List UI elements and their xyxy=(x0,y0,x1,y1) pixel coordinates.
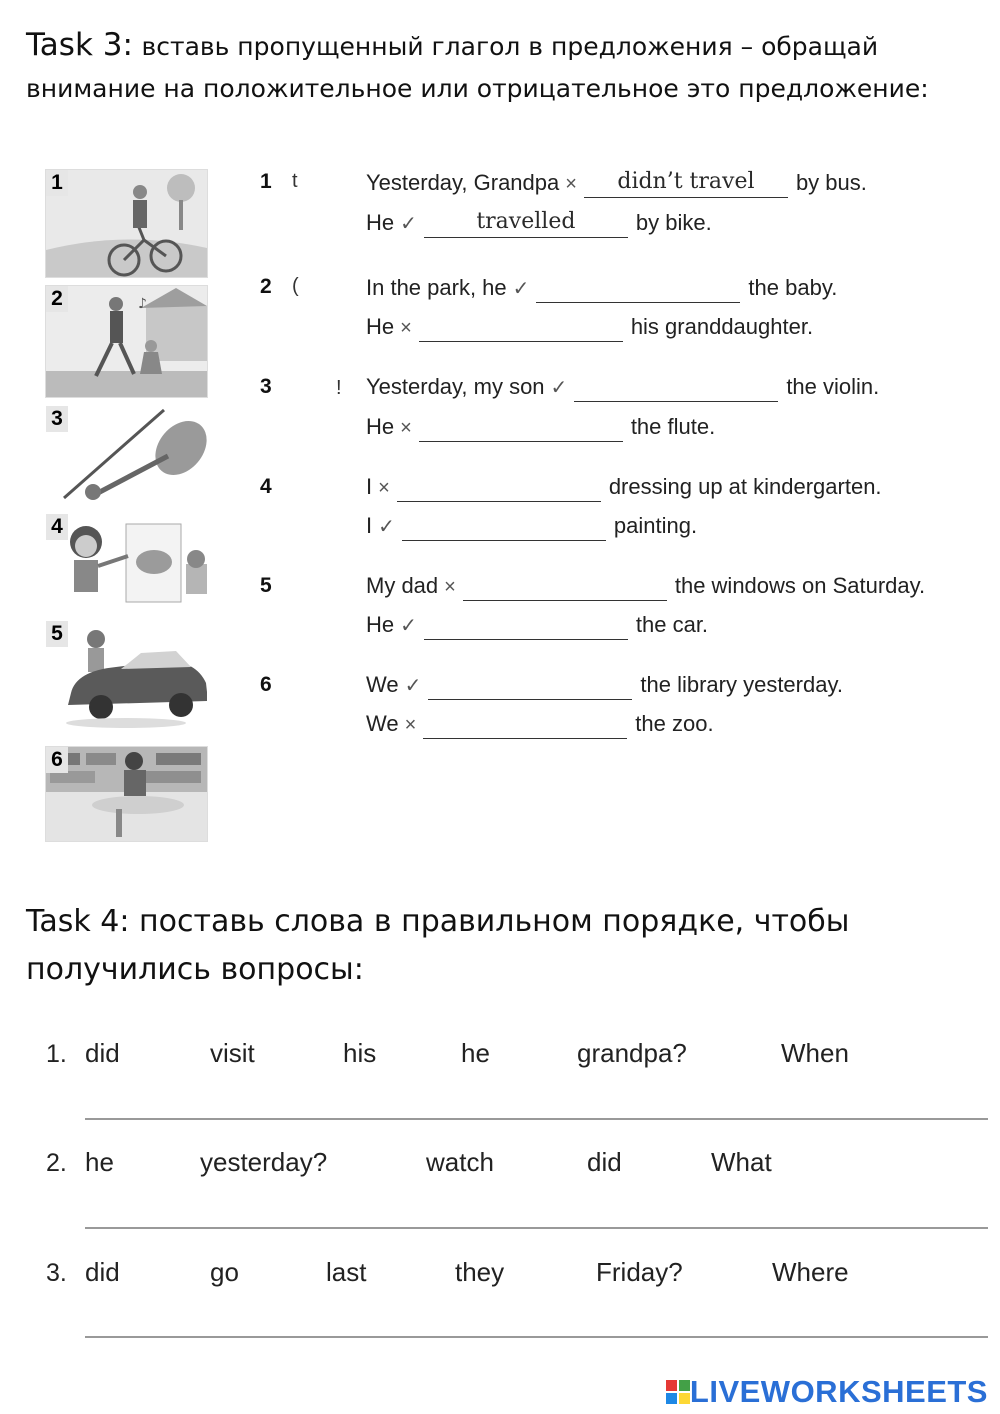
sentence-text: by bike. xyxy=(635,210,712,235)
exercise-3-line-1 xyxy=(366,372,879,402)
sentence-text: He xyxy=(366,210,395,235)
answer-blank[interactable] xyxy=(397,471,601,502)
exercise-number: 6 xyxy=(260,673,272,696)
task-3-instruction-line2: внимание на положительное или отрицательное это предложение: xyxy=(26,74,929,103)
exercise-2-line-1 xyxy=(366,273,837,303)
picture-number: 5 xyxy=(46,621,68,647)
exercise-number: 3 xyxy=(260,375,272,398)
task-4-heading-line2: получились вопросы: xyxy=(26,952,364,987)
scrambled-word[interactable]: grandpa? xyxy=(577,1038,687,1068)
sentence-text: In the park, he xyxy=(366,275,507,300)
grandpa-dancing-illustration xyxy=(46,286,207,397)
task-3-heading xyxy=(26,24,976,110)
answer-blank[interactable]: travelled xyxy=(424,207,628,238)
scrambled-word[interactable]: Where xyxy=(772,1257,849,1287)
task-4-heading xyxy=(26,898,926,994)
answer-blank[interactable] xyxy=(423,708,627,739)
scrambled-word[interactable]: yesterday? xyxy=(200,1147,328,1177)
sentence-text: the violin. xyxy=(786,374,880,399)
exercise-number: 2 xyxy=(260,275,272,298)
picture-number: 2 xyxy=(46,286,68,312)
task-4-heading-line1: Task 4: поставь слова в правильном порядке, чтобы xyxy=(26,904,850,939)
sentence-text: the flute. xyxy=(630,414,716,439)
sentence-text: He xyxy=(366,414,395,439)
picture-number: 4 xyxy=(46,514,68,540)
exercise-4-line-1 xyxy=(366,472,882,502)
sentence-text: the baby. xyxy=(748,275,838,300)
sentence-text: My dad xyxy=(366,573,439,598)
answer-blank[interactable] xyxy=(419,311,623,342)
picture-number: 3 xyxy=(46,406,68,432)
answer-blank[interactable] xyxy=(424,609,628,640)
exercise-number: 4 xyxy=(260,475,272,498)
picture-girl-painting xyxy=(45,513,208,613)
picture-grandpa-dancing xyxy=(45,285,208,398)
logo-text: LIVEWORKSHEETS xyxy=(689,1374,988,1409)
sentence-text: the library yesterday. xyxy=(640,672,843,697)
sentence-text: by bus. xyxy=(795,170,867,195)
grandpa-bike-illustration xyxy=(46,170,207,277)
answer-blank[interactable] xyxy=(463,570,667,601)
liveworksheets-logo-icon xyxy=(666,1380,690,1404)
exercise-number: 5 xyxy=(260,574,272,597)
question-number: 2. xyxy=(46,1149,67,1177)
girl-painting-illustration xyxy=(46,514,207,612)
question-number: 1. xyxy=(46,1040,67,1068)
exercise-2-line-2 xyxy=(366,312,813,342)
sentence-text: He xyxy=(366,314,395,339)
picture-grandpa-bike xyxy=(45,169,208,278)
scrambled-word[interactable]: When xyxy=(781,1038,849,1068)
check-mark-icon: ✓ xyxy=(400,213,417,235)
answer-blank[interactable] xyxy=(536,272,740,303)
sentence-text: the car. xyxy=(635,612,709,637)
picture-dad-car xyxy=(45,620,208,732)
sentence-text: Yesterday, Grandpa xyxy=(366,170,560,195)
check-mark-icon: ✓ xyxy=(512,278,530,300)
picture-number: 6 xyxy=(46,747,68,773)
picture-violin xyxy=(45,405,208,503)
scrambled-word[interactable]: did xyxy=(85,1038,120,1068)
picture-library xyxy=(45,746,208,842)
scrambled-word[interactable]: did xyxy=(587,1147,622,1177)
scrambled-word[interactable]: he xyxy=(461,1038,490,1068)
task-3-instruction-line1: вставь пропущенный глагол в предложения – обращай xyxy=(141,32,879,61)
cross-mark-icon: × xyxy=(400,317,412,339)
question-number: 3. xyxy=(46,1259,67,1287)
cross-mark-icon: × xyxy=(400,417,412,439)
exercise-number: 1 xyxy=(260,170,272,193)
exercise-5-line-1 xyxy=(366,571,925,601)
answer-blank[interactable] xyxy=(419,411,623,442)
cross-mark-icon: × xyxy=(565,173,577,195)
answer-blank[interactable] xyxy=(574,371,778,402)
scrambled-word[interactable]: visit xyxy=(210,1038,255,1068)
sentence-text: We xyxy=(366,672,399,697)
sentence-text: the zoo. xyxy=(635,711,714,736)
liveworksheets-logo xyxy=(666,1374,988,1410)
sentence-text: Yesterday, my son xyxy=(366,374,545,399)
check-mark-icon: ✓ xyxy=(404,675,422,697)
answer-line[interactable] xyxy=(85,1227,988,1229)
check-mark-icon: ✓ xyxy=(400,615,417,637)
scrambled-word[interactable]: Friday? xyxy=(596,1257,683,1287)
exercise-4-line-2 xyxy=(366,511,697,541)
scrambled-word[interactable]: did xyxy=(85,1257,120,1287)
scrambled-word[interactable]: he xyxy=(85,1147,114,1177)
sentence-text: dressing up at kindergarten. xyxy=(608,474,882,499)
exercise-6-line-1 xyxy=(366,670,843,700)
check-mark-icon: ✓ xyxy=(378,516,395,538)
violin-illustration xyxy=(46,406,207,502)
stray-mark: ( xyxy=(292,275,299,297)
sentence-text: I xyxy=(366,474,373,499)
library-illustration xyxy=(46,747,207,841)
sentence-text: We xyxy=(366,711,399,736)
picture-number: 1 xyxy=(46,170,68,196)
stray-mark: t xyxy=(292,170,298,192)
answer-blank[interactable] xyxy=(428,669,632,700)
sentence-text: He xyxy=(366,612,395,637)
exercise-3-line-2 xyxy=(366,412,715,442)
scrambled-word[interactable]: go xyxy=(210,1257,239,1287)
dad-car-illustration xyxy=(46,621,207,731)
scrambled-word[interactable]: What xyxy=(711,1147,772,1177)
scrambled-word[interactable]: last xyxy=(326,1257,367,1287)
exercise-5-line-2 xyxy=(366,610,708,640)
answer-blank[interactable] xyxy=(402,510,606,541)
cross-mark-icon: × xyxy=(404,714,417,736)
exercise-6-line-2 xyxy=(366,709,714,739)
cross-mark-icon: × xyxy=(378,477,390,499)
answer-line[interactable] xyxy=(85,1336,988,1338)
exercise-1-line-1 xyxy=(366,168,867,198)
cross-mark-icon: × xyxy=(444,576,456,598)
task-3-title: Task 3: xyxy=(26,27,133,63)
answer-line[interactable] xyxy=(85,1118,988,1120)
answer-blank[interactable]: didn’t travel xyxy=(584,167,788,198)
sentence-text: his granddaughter. xyxy=(630,314,814,339)
scrambled-word[interactable]: watch xyxy=(426,1147,494,1177)
scrambled-word[interactable]: his xyxy=(343,1038,377,1068)
sentence-text: I xyxy=(366,513,373,538)
sentence-text: the windows on Saturday. xyxy=(674,573,926,598)
scrambled-word[interactable]: they xyxy=(455,1257,505,1287)
stray-mark: ! xyxy=(336,377,342,399)
svg-text:♪: ♪ xyxy=(138,296,147,312)
exercise-1-line-2 xyxy=(366,208,712,238)
sentence-text: painting. xyxy=(613,513,698,538)
check-mark-icon: ✓ xyxy=(550,377,568,399)
